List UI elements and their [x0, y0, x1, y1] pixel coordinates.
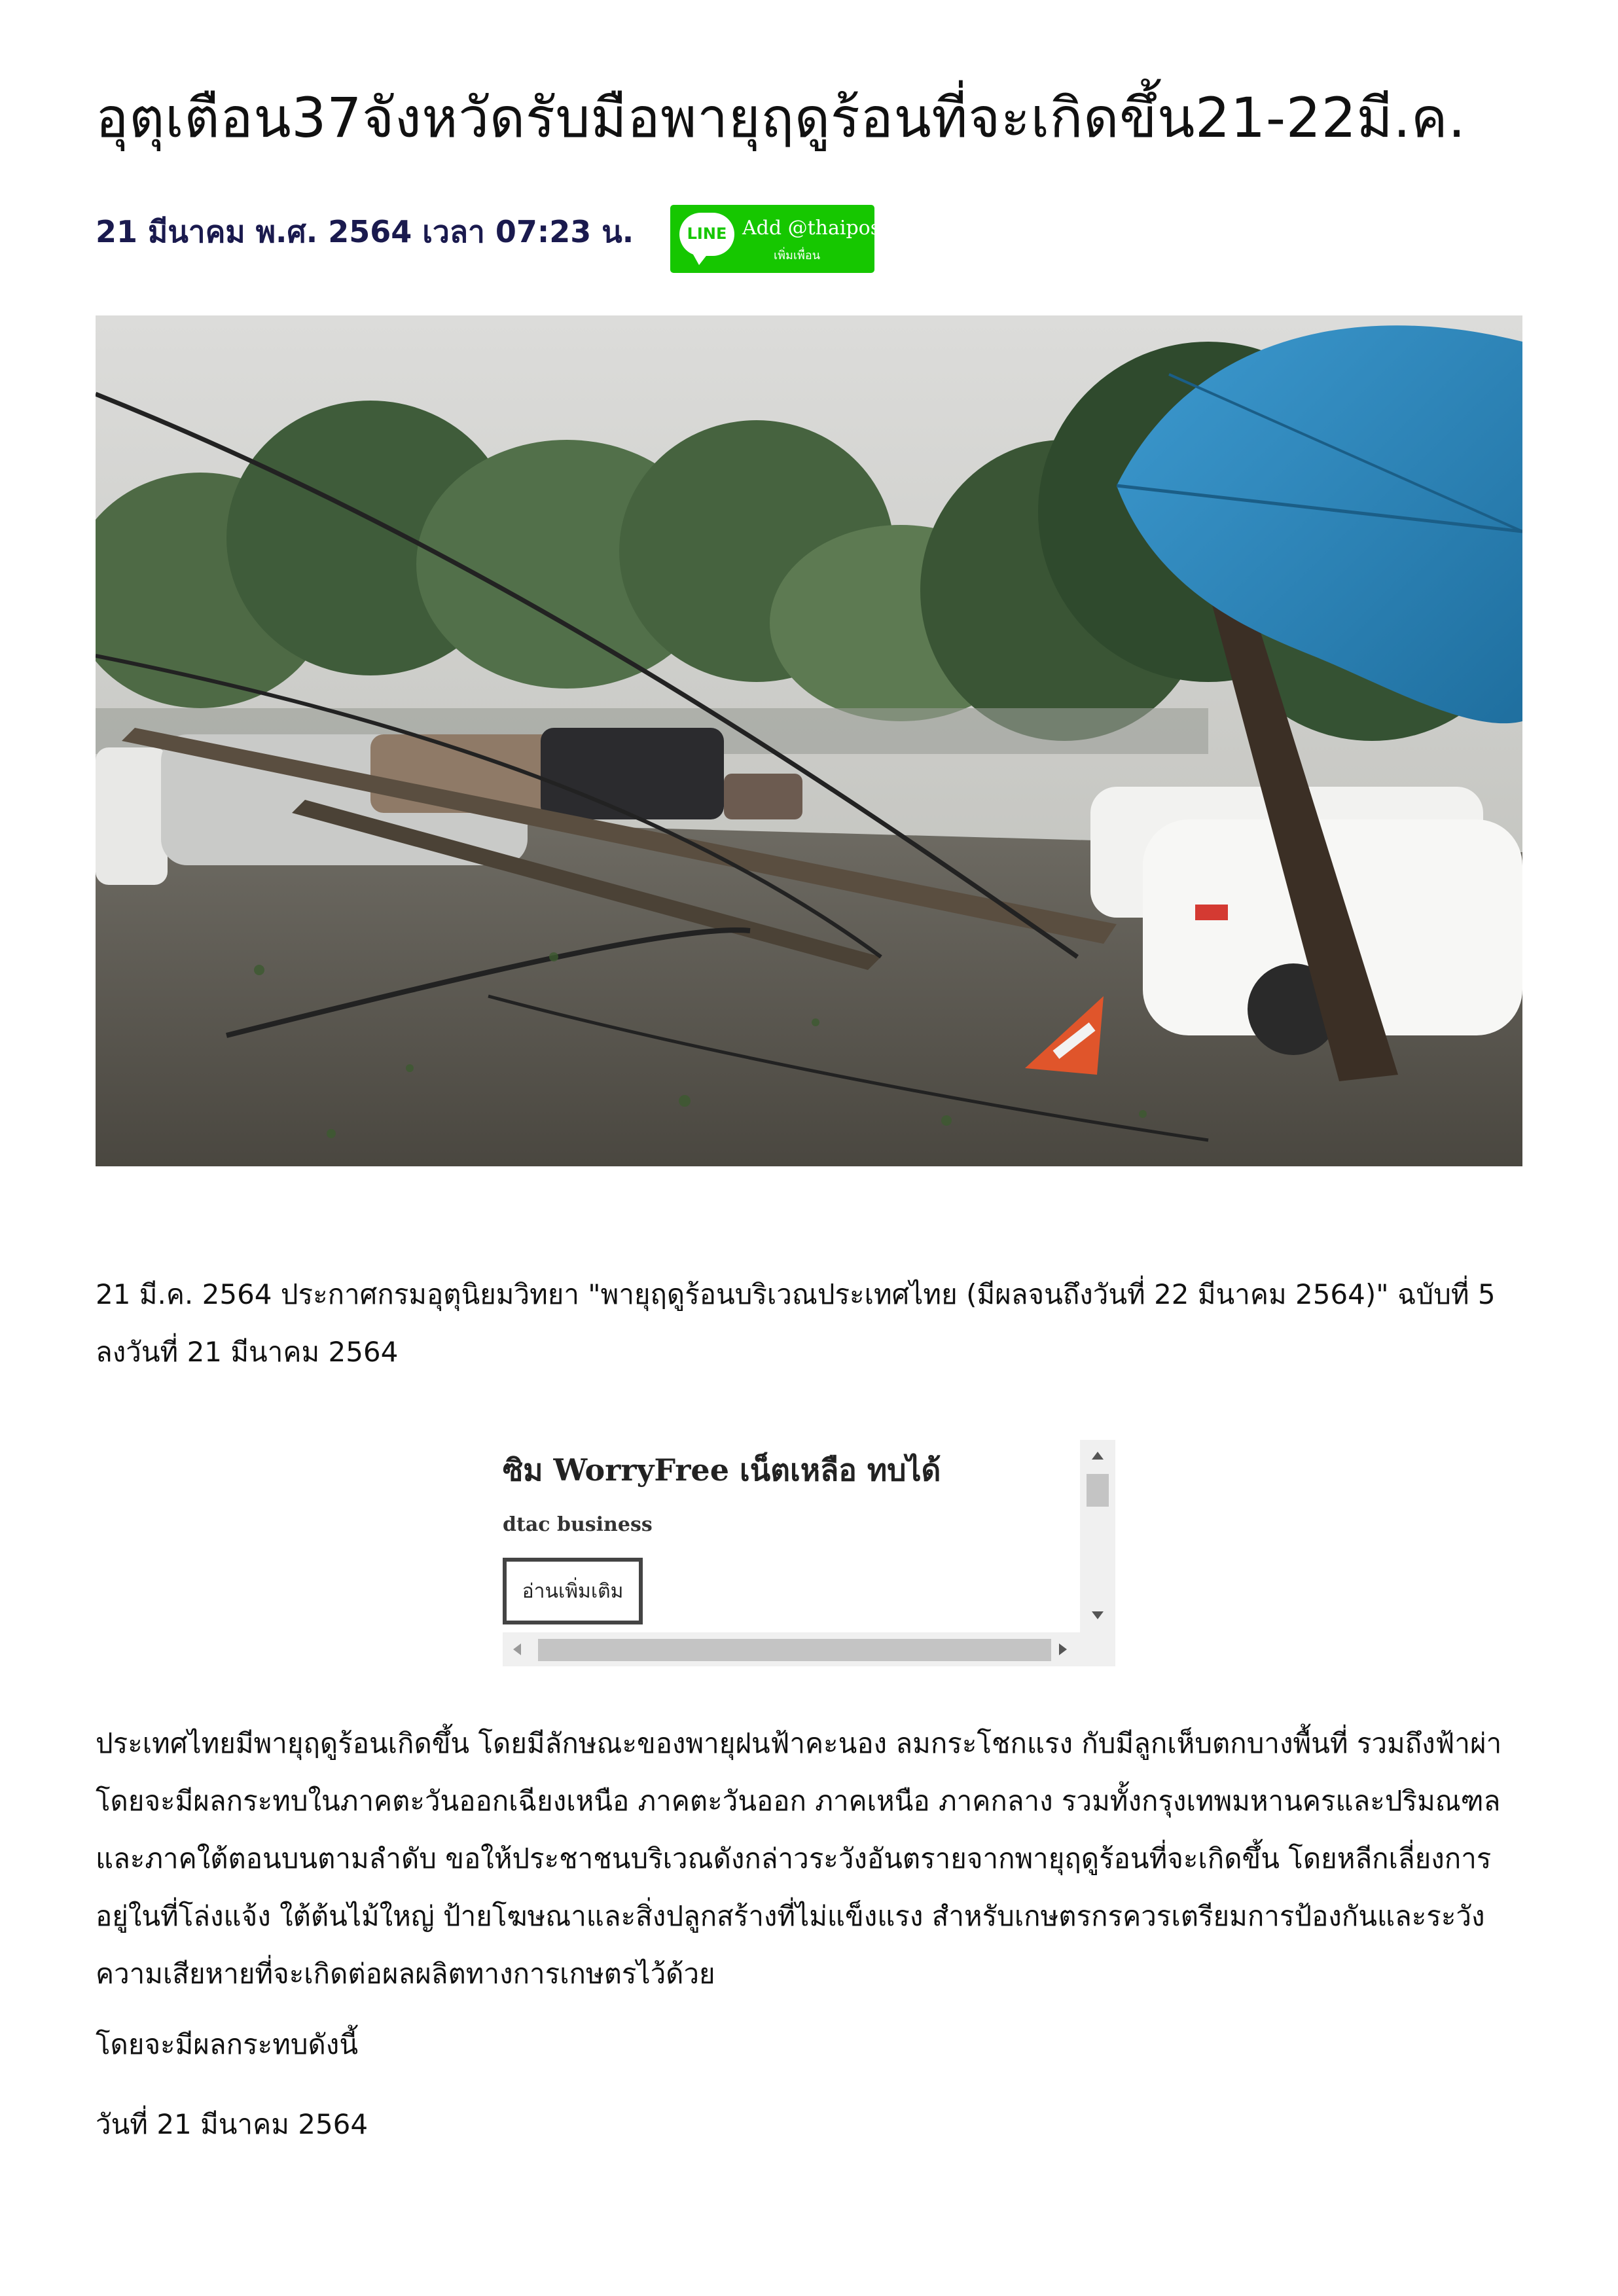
scroll-right-icon[interactable] [1059, 1643, 1067, 1655]
line-logo-text: LINE [687, 224, 727, 243]
ad-title: ซิม WorryFree เน็ตเหลือ ทบได้ [503, 1452, 941, 1488]
article-dateline: 21 มีนาคม พ.ศ. 2564 เวลา 07:23 น. [96, 214, 634, 249]
intro-paragraph: 21 มี.ค. 2564 ประกาศกรมอุตุนิยมวิทยา "พายุฤดูร้อนบริเวณประเทศไทย (มีผลจนถึงวันที่ 22 มีนาคม 2564)" ฉบับที่ 5 ลงวันที่ 21 มีนาคม 2564 [96, 1278, 1496, 1368]
impact-intro: โดยจะมีผลกระทบดังนี้ [96, 2028, 359, 2060]
ad-horizontal-scroll-thumb[interactable] [538, 1639, 1051, 1661]
advertisement [503, 1440, 1115, 1666]
scroll-up-icon[interactable] [1092, 1452, 1104, 1460]
ad-read-more-button[interactable]: อ่านเพิ่มเติม [503, 1558, 643, 1624]
body-paragraph: ประเทศไทยมีพายุฤดูร้อนเกิดขึ้น โดยมีลักษณะของพายุฝนฟ้าคะนอง ลมกระโชกแรง กับมีลูกเห็บตกบางพื้นที่ รวมถึงฟ้าผ่า โดยจะมีผลกระทบในภาคตะวันออกเฉียงเหนือ ภาคตะวันออก ภาคเหนือ ภาคกลาง รวมทั้งกรุงเทพมหานครและปริมณฑล และภาคใต้ตอนบนตามลำดับ ขอให้ประชาชนบริเวณดังกล่าวระวังอันตรายจากพายุฤดูร้อนที่จะเกิดขึ้น โดยหลีกเลี่ยงการอยู่ในที่โล่งแจ้ง ใต้ต้นไม้ใหญ่ ป้ายโฆษณาและสิ่งปลูกสร้างที่ไม่แข็งแรง สำหรับเกษตรกรควรเตรียมการป้องกันและระวังความเสียหายที่จะเกิดต่อผลผลิตทางการเกษตรไว้ด้วย [96, 1727, 1502, 1990]
ad-vertical-scrollbar[interactable] [1080, 1440, 1115, 1632]
ad-horizontal-scrollbar[interactable] [503, 1632, 1115, 1666]
line-add-friend-button[interactable] [670, 205, 889, 273]
line-add-label: Add @thaipost [742, 217, 889, 240]
date-heading: วันที่ 21 มีนาคม 2564 [96, 2108, 369, 2140]
ad-brand: dtac business [503, 1513, 653, 1536]
article-headline: อุตุเตือน37จังหวัดรับมือพายุฤดูร้อนที่จะเกิดขึ้น21-22มี.ค. [96, 86, 1466, 150]
scroll-left-icon[interactable] [513, 1643, 521, 1655]
line-logo-icon [679, 213, 734, 256]
storm-damage-photo [96, 315, 1522, 1166]
scroll-down-icon[interactable] [1092, 1611, 1104, 1619]
ad-vertical-scroll-thumb[interactable] [1087, 1474, 1109, 1507]
line-add-sublabel: เพิ่มเพื่อน [774, 249, 821, 262]
